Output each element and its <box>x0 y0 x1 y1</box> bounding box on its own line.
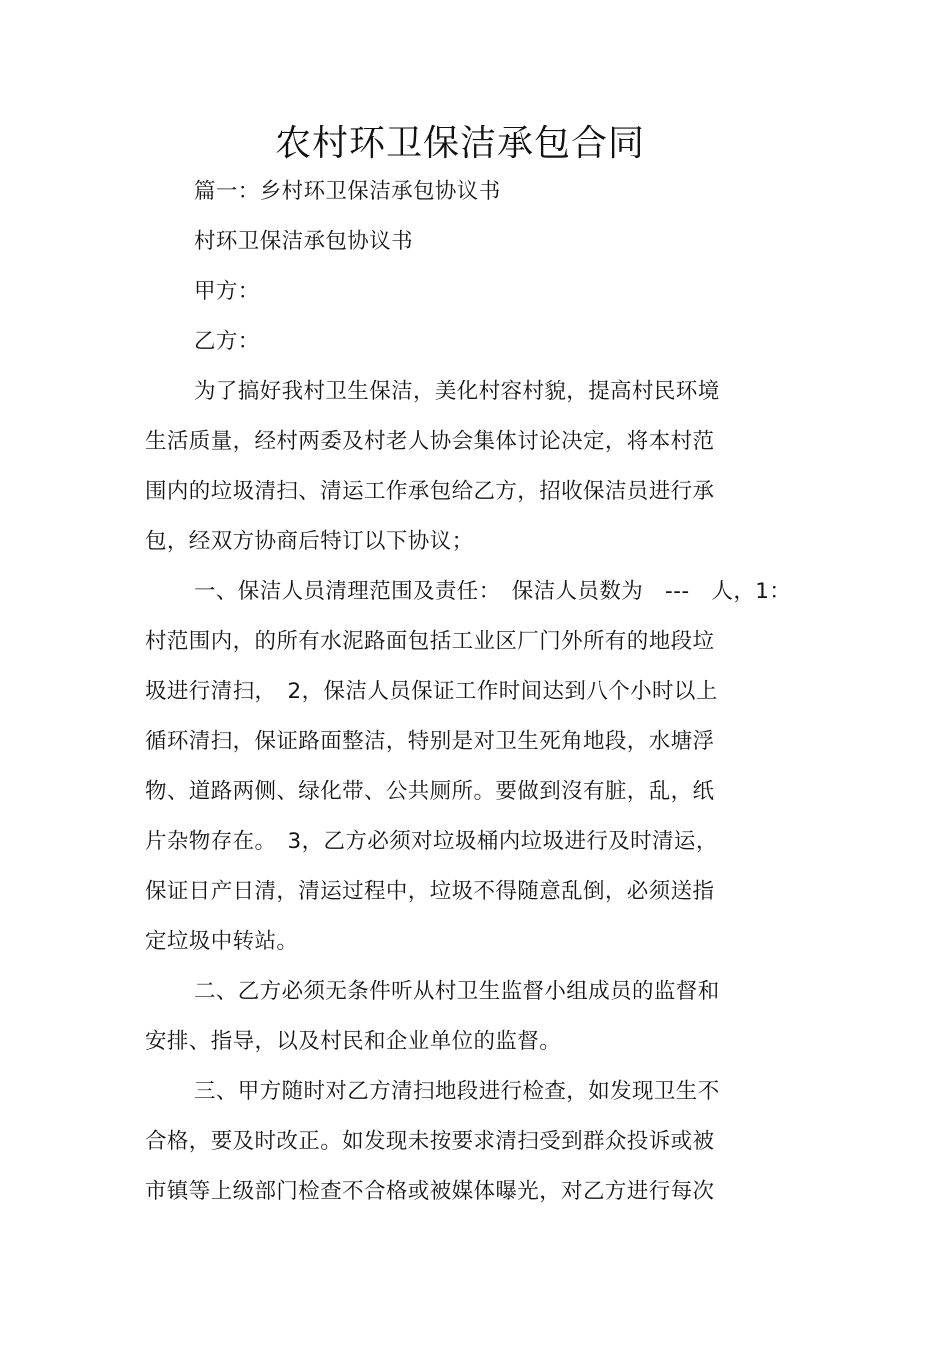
paragraph-line: 一、保洁人员清理范围及责任： 保洁人员数为 --- 人，1： <box>194 579 792 604</box>
paragraph-line: 村范围内，的所有水泥路面包括工业区厂门外所有的地段垃 <box>145 629 715 654</box>
paragraph-line: 物、道路两侧、绿化带、公共厕所。要做到沒有脏，乱，纸 <box>145 779 715 804</box>
agreement-subtitle: 村环卫保洁承包协议书 <box>194 229 414 254</box>
party-b-label: 乙方： <box>194 329 260 354</box>
paragraph-line: 定垃圾中转站。 <box>145 929 299 954</box>
paragraph-line: 安排、指导，以及村民和企业单位的监督。 <box>145 1029 562 1054</box>
paragraph-line: 循环清扫，保证路面整洁，特别是对卫生死角地段，水塘浮 <box>145 729 715 754</box>
paragraph-line: 片杂物存在。 3，乙方必须对垃圾桶内垃圾进行及时清运， <box>145 829 718 854</box>
paragraph-line: 二、乙方必须无条件听从村卫生监督小组成员的监督和 <box>194 979 720 1004</box>
section-heading: 篇一：乡村环卫保洁承包协议书 <box>194 179 501 204</box>
document-title: 农村环卫保洁承包合同 <box>274 123 645 164</box>
paragraph-line: 包，经双方协商后特订以下协议； <box>145 529 474 554</box>
paragraph-line: 圾进行清扫， 2，保洁人员保证工作时间达到八个小时以上 <box>145 679 718 704</box>
paragraph-line: 围内的垃圾清扫、清运工作承包给乙方，招收保洁员进行承 <box>145 479 715 504</box>
party-a-label: 甲方： <box>194 279 260 304</box>
paragraph-line: 为了搞好我村卫生保洁，美化村容村貌，提高村民环境 <box>194 379 720 404</box>
paragraph-line: 生活质量，经村两委及村老人协会集体讨论决定，将本村范 <box>145 429 715 454</box>
paragraph-line: 三、甲方随时对乙方清扫地段进行检查，如发现卫生不 <box>194 1079 720 1104</box>
paragraph-line: 保证日产日清，清运过程中，垃圾不得随意乱倒，必须送指 <box>145 879 715 904</box>
paragraph-line: 市镇等上级部门检查不合格或被媒体曝光，对乙方进行每次 <box>145 1179 715 1204</box>
paragraph-line: 合格，要及时改正。如发现未按要求清扫受到群众投诉或被 <box>145 1129 715 1154</box>
